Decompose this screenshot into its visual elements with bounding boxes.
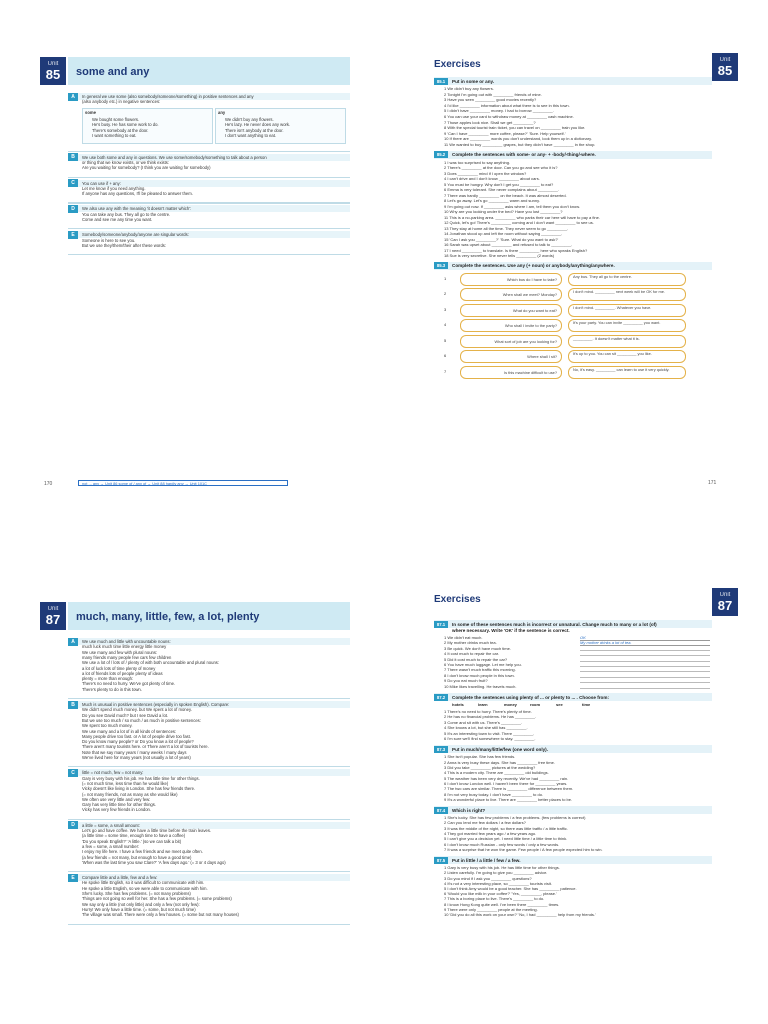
exercise-item: 14 Jonathan stood up and left the room without saying _________. xyxy=(444,231,563,237)
exercise-item: 10 If there are _________ words you don't understand, look them up in a dictionary. xyxy=(444,136,592,142)
exercise-instruction: Complete the sentences with some- or any- + -body/-thing/-where. xyxy=(452,152,596,158)
section-divider xyxy=(68,202,350,203)
exercise-item: 15 'Can I ask you _________?' 'Sure. What do you want to ask?' xyxy=(444,236,559,242)
exercise-item: 1 We didn't eat much. xyxy=(444,635,483,640)
section-text-line: But we use too much / so much / as much in positive sentences: xyxy=(82,717,201,723)
section-text-line: We spent too much money. xyxy=(82,723,133,729)
section-text-line: You can take any bus. They all go to the centre. xyxy=(82,211,171,217)
exercise-item: 1 There's no need to hurry. There's plenty of time. xyxy=(444,709,532,714)
exercise-item: 1 Gary is very busy with his job. He has little time for other things. xyxy=(444,865,560,871)
exercise-item: 1 She isn't popular. She has few friends. xyxy=(444,754,516,760)
example-line: I want something to eat. xyxy=(92,133,137,139)
exercise-item: 5 I can't give you a decision yet. I need little time / a little time to think. xyxy=(444,836,568,842)
section-divider xyxy=(68,871,350,872)
section-text-line: little = not much, few = not many: xyxy=(82,770,144,776)
unit85-grammar-unit-box xyxy=(40,57,66,85)
section-text-line: There's no need to hurry. We've got plenty of time. xyxy=(82,681,176,687)
section-text-line: a few = some, a small number: xyxy=(82,843,140,849)
example-line: We didn't buy any flowers. xyxy=(225,116,274,122)
item-number: 1 xyxy=(444,275,447,281)
section-text-line: Gary is very busy with his job. He has little time for other things. xyxy=(82,775,200,781)
exercise-instruction: Put in little / a little / few / a few. xyxy=(452,857,521,863)
page-number: 170 xyxy=(44,481,53,487)
unit-label: Unit xyxy=(719,592,731,598)
exercise-item: 4 I'd like _________ information about what there is to see in this town. xyxy=(444,102,570,108)
example-line: I don't want anything to eat. xyxy=(225,133,277,139)
section-text-line: In general we use some (also somebody/someone/something) in positive sentences and any xyxy=(82,94,254,99)
item-number: 7 xyxy=(444,368,447,374)
exercise-item: 1 We didn't buy any flowers. xyxy=(444,86,494,91)
exercise-item: 3 Does _________ mind if I open the window? xyxy=(444,170,527,176)
section-text-line: We also use any with the meaning 'it doesn't matter which': xyxy=(82,206,192,212)
section-tag-b: B xyxy=(68,701,78,709)
section-text-line: 'When was the last time you saw Clare?' 'A few days ago.' (= 3 or 4 days ago) xyxy=(82,859,226,865)
answer-bubble[interactable]: No, it's easy. _________ can learn to use it very quickly. xyxy=(568,366,686,379)
exercise-number: 87.2 xyxy=(434,694,448,701)
exercise-item: 4 She knows a lot, but she still has _________. xyxy=(444,725,528,731)
question-bubble: Which bus do I have to take? xyxy=(460,273,562,286)
section-text-line: (a few friends = not many, but enough to have a good time) xyxy=(82,854,192,860)
unit87-grammar-page xyxy=(40,602,352,1024)
section-text-line: There's plenty to do in this town. xyxy=(82,686,142,692)
exercise-item: 6 Emma is very tolerant. She never complains about _________. xyxy=(444,187,559,193)
answer-bubble[interactable]: _________. It doesn't matter what it is. xyxy=(568,335,686,348)
exercise-item: 7 Those apples look nice. Shall we get _________? xyxy=(444,119,536,125)
exercise-item: 11 We wanted to buy _________ grapes, but they didn't have _________ in the shop. xyxy=(444,142,596,147)
unit-number: 85 xyxy=(45,67,61,82)
section-text-line: The village was small. There were only a few houses. (= some but not many houses) xyxy=(82,912,239,918)
exercise-item: 6 You can use your card to withdraw money at _________ cash machine. xyxy=(444,114,574,119)
exercise-item: 7 There was hardly _________ on the beach. It was almost deserted. xyxy=(444,192,567,198)
exercise-item: 9 Do you eat much fruit? xyxy=(444,678,488,684)
section-text-line: She's lucky. She has few problems. (= not many problems) xyxy=(82,891,191,896)
example-line: There isn't anybody at the door. xyxy=(225,127,284,133)
section-text-line: (also anybody etc.) in negative sentences: xyxy=(82,99,161,105)
exercise-item: 18 Sue is very secretive. She never tells _________ (2 words) xyxy=(444,253,555,259)
exercise-instruction: Complete the sentences using plenty of ... or plenty to ... . Choose from: xyxy=(452,694,609,700)
section-divider xyxy=(68,228,350,229)
section-text-line: a lot of friends lots of people plenty of ideas xyxy=(82,670,163,676)
exercise-item: 11 This is a no-parking area. _________ who parks their car here will have to pay a fine. xyxy=(444,214,600,220)
example-line: We bought some flowers. xyxy=(92,116,140,122)
section-text-line: Do you see David much? but I see David a lot. xyxy=(82,712,169,718)
section-text-line: We didn't spend much money. but We spent a lot of money. xyxy=(82,707,192,713)
exercise-number: 87.5 xyxy=(434,857,448,864)
unit-label: Unit xyxy=(47,61,59,67)
choice-word: learn xyxy=(478,702,488,707)
exercise-item: 2 Anna is very busy these days. She has _________ free time. xyxy=(444,759,555,765)
choice-word: money xyxy=(504,702,517,707)
exercise-number: 85.3 xyxy=(434,262,448,269)
section-text-line: a lot of luck lots of time plenty of money xyxy=(82,665,156,671)
section-text-line: (a little time = some time, enough time to have a coffee) xyxy=(82,833,186,839)
exercise-item: 3 Have you seen _________ good movies recently? xyxy=(444,97,537,103)
exercise-item: 3 Be quick. We don't have much time. xyxy=(444,645,511,651)
exercise-item: 8 I know Hong Kong quite well. I've been there _________ times. xyxy=(444,901,560,907)
exercise-item: 2 Listen carefully. I'm going to give you _________ advice. xyxy=(444,870,548,876)
exercise-item: 2 Can you lend me few dollars / a few dollars? xyxy=(444,820,526,826)
cross-reference-link[interactable]: not ... any → Unit 86 some of / any of → Unit 88 hardly any → Unit 101C xyxy=(78,480,288,486)
exercise-item: 1 She's lucky. She has few problems / a few problems. (few problems is correct) xyxy=(444,815,586,821)
section-text-line: We use many and a lot of in all kinds of sentences: xyxy=(82,728,177,734)
question-bubble: What do you want to eat? xyxy=(460,304,562,317)
answer-field[interactable] xyxy=(580,684,710,689)
section-tag-d: D xyxy=(68,821,78,829)
unit87-exercises-unit-box xyxy=(712,588,738,616)
section-text-line: Gary has very little time for other things. xyxy=(82,802,157,808)
exercise-number: 87.1 xyxy=(434,621,448,628)
exercise-item: 6 I don't know London well. I haven't been there for _________ years. xyxy=(444,780,568,786)
exercise-item: 8 I'm not very busy today. I don't have _________ to do. xyxy=(444,791,544,797)
section-text-line: Compare little and a little, few and a few: xyxy=(82,875,158,881)
section-text-line: Let's go and have coffee. We have a little time before the train leaves. xyxy=(82,828,212,833)
section-divider xyxy=(68,151,350,152)
exercise-instruction-cont: where necessary. Write 'OK' if the sentence is correct. xyxy=(452,628,570,633)
exercises-heading: Exercises xyxy=(434,594,481,605)
exercise-item: 6 You have much luggage. Let me help you. xyxy=(444,662,522,667)
question-bubble: Is this machine difficult to use? xyxy=(460,366,562,379)
item-number: 6 xyxy=(444,353,447,359)
exercise-item: 6 'Would you like milk in your coffee?' 'Yes, _________, please.' xyxy=(444,891,557,897)
exercise-item: 10 Mike likes travelling. He travels much. xyxy=(444,683,517,689)
unit-number: 87 xyxy=(717,598,733,613)
answer-bubble[interactable]: Any bus. They all go to the centre. xyxy=(568,273,686,286)
exercise-item: 4 It cost much to repair the car. xyxy=(444,651,499,657)
question-bubble: Where shall I sit? xyxy=(460,350,562,363)
answer-bubble[interactable]: It's up to you. You can sit _________ you like. xyxy=(568,350,686,363)
section-text-line: We use both some and any in questions. We use some/somebody/something to talk about a person xyxy=(82,154,267,160)
section-text-line: He spoke a little English, so we were able to communicate with him. xyxy=(82,885,208,891)
exercise-item: 3 Do you mind if I ask you _________ questions? xyxy=(444,875,532,881)
answer-field[interactable] xyxy=(580,673,710,678)
section-text-line: But we use they/them/their after these words: xyxy=(82,242,167,248)
unit-number: 85 xyxy=(717,63,733,78)
section-text-line: Many people drive too fast. or A lot of people drive too fast. xyxy=(82,733,191,739)
unit-label: Unit xyxy=(719,57,731,63)
answer-bubble[interactable]: I don't mind. _________. Whatever you have. xyxy=(568,304,686,317)
section-tag-c: C xyxy=(68,179,78,187)
exercise-instruction: In some of these sentences much is incorrect or unnatural. Change much to many or a lot (of) xyxy=(452,621,657,627)
question-bubble: What sort of job are you looking for? xyxy=(460,335,562,348)
exercise-item: 7 It was a surprise that he won the game. Few people / A few people expected him to win. xyxy=(444,846,603,852)
unit87-exercises-page xyxy=(420,588,738,1024)
exercise-item: 5 The weather has been very dry recently. We've had _________ rain. xyxy=(444,775,569,781)
exercise-item: 9 There were only _________ people at the meeting. xyxy=(444,906,538,912)
section-text-line: Things are not going so well for her. She has a few problems. (= some problems) xyxy=(82,896,232,902)
exercise-item: 2 There's _________ at the door. Can you go and see who it is? xyxy=(444,165,558,171)
exercise-number: 87.3 xyxy=(434,746,448,753)
exercise-item: 5 I don't think Amy would be a good teacher. She has _________ patience. xyxy=(444,886,577,891)
question-bubble: Who shall I invite to the party? xyxy=(460,319,562,332)
item-number: 4 xyxy=(444,322,447,328)
page-title: much, many, little, few, a lot, plenty xyxy=(76,611,260,623)
exercise-item: 3 It was the middle of the night, so there was little traffic / a little traffic. xyxy=(444,825,568,831)
choice-word: room xyxy=(530,702,540,707)
section-text-line: I enjoy my life here. I have a few friends and we meet quite often. xyxy=(82,849,203,855)
exercise-number: 87.4 xyxy=(434,807,448,814)
section-tag-a: A xyxy=(68,93,78,101)
answer-field[interactable] xyxy=(580,657,710,662)
section-text-line: Let me know if you need anything. xyxy=(82,185,146,191)
unit87-grammar-unit-box xyxy=(40,602,66,630)
section-text-line: or thing that we know exists, or we think exists: xyxy=(82,159,170,165)
section-tag-e: E xyxy=(68,231,78,239)
choice-word: see xyxy=(556,702,563,707)
answer-bubble[interactable]: It's your party. You can invite _________ you want. xyxy=(568,319,686,332)
item-number: 3 xyxy=(444,306,447,312)
question-bubble: When shall we meet? Monday? xyxy=(460,288,562,301)
section-divider xyxy=(68,698,350,699)
exercise-item: 8 With the special tourist train ticket, you can travel on _________ train you like. xyxy=(444,125,586,131)
section-text-line: If anyone has any questions, I'll be pleased to answer them. xyxy=(82,191,193,197)
exercise-item: 2 He has no financial problems. He has _________. xyxy=(444,714,537,720)
answer-field[interactable] xyxy=(580,678,710,683)
section-tag-c: C xyxy=(68,769,78,777)
answer-field[interactable] xyxy=(580,646,710,651)
exercise-item: 9 'Can I have _________ more coffee, please?' 'Sure. Help yourself.' xyxy=(444,130,566,136)
exercise-item: 16 Sarah was upset about _________ and refused to talk to _________. xyxy=(444,242,573,248)
section-text-line: much luck much time little energy little money xyxy=(82,644,167,650)
page-title: some and any xyxy=(76,66,150,78)
section-text-line: plenty = more than enough: xyxy=(82,676,134,682)
section-divider xyxy=(68,177,350,178)
section-text-line: (= not many friends, not as many as she would like) xyxy=(82,791,178,797)
exercise-item: 7 There wasn't much traffic this morning. xyxy=(444,667,516,673)
exercise-item: 1 I was too surprised to say anything. xyxy=(444,159,511,165)
section-text-line: Are you waiting for somebody? (I think you are waiting for somebody) xyxy=(82,165,211,171)
exercise-item: 13 They stay at home all the time. They never seem to go _________. xyxy=(444,225,569,231)
exercise-item: 9 It's a wonderful place to live. There are _________ better places to be. xyxy=(444,796,573,802)
exercise-item: 2 Tonight I'm going out with _________ friends of mine. xyxy=(444,91,542,97)
section-text-line: Much is unusual in positive sentences (especially in spoken English). Compare: xyxy=(82,702,230,707)
section-text-line: Somebody/someone/anybody/anyone are singular words: xyxy=(82,232,189,238)
exercise-item: 10 'Did you do all this work on your own?' 'No, I had _________ help from my friends.' xyxy=(444,912,596,917)
section-tag-a: A xyxy=(68,638,78,646)
exercise-item: 5 It's an interesting town to visit. There _________. xyxy=(444,730,535,736)
exercise-instruction: Put in much/many/little/few (one word only). xyxy=(452,746,548,752)
section-text-line: a little = some, a small amount: xyxy=(82,822,140,828)
exercise-item: 2 My mother drinks much tea. xyxy=(444,640,497,646)
unit85-exercises-page xyxy=(420,53,738,493)
exercise-item: 12 Quick, let's go! There's _________ coming and I don't want _________ to see us. xyxy=(444,220,594,226)
exercise-item: 7 This is a boring place to live. There's _________ to do. xyxy=(444,896,545,902)
section-text-line: There aren't many tourists here. or There aren't a lot of tourists here. xyxy=(82,744,209,750)
section-text-line: Vicky doesn't like living in London. She has few friends there. xyxy=(82,786,196,792)
choice-word: time xyxy=(582,702,591,707)
example-line: There's somebody at the door. xyxy=(92,127,149,133)
answer-field[interactable] xyxy=(580,662,710,667)
section-text-line: 'Do you speak English?' 'A little.' (so we can talk a bit) xyxy=(82,838,182,844)
exercise-item: 3 Come and sit with us. There's _________. xyxy=(444,719,523,725)
example-line: He's busy. He has some work to do. xyxy=(92,122,159,128)
exercise-item: 5 I didn't have _________ money. I had to borrow _________. xyxy=(444,108,554,114)
section-text-line: We often use very little and very few: xyxy=(82,796,151,802)
section-text-line: We've lived here for many years (not usually a lot of years) xyxy=(82,755,191,760)
exercise-item: 10 Why are you looking under the bed? Have you lost _________? xyxy=(444,209,563,215)
exercise-item: 8 I don't know much people in this town. xyxy=(444,672,515,678)
section-tag-e: E xyxy=(68,874,78,882)
section-text-line: Hurry! We only have a little time. (= some, but not much time) xyxy=(82,906,196,912)
exercise-item: 6 I'm sure we'll find somewhere to stay. _________. xyxy=(444,736,536,741)
section-divider xyxy=(68,819,350,820)
section-text-line: We use a lot of / lots of / plenty of with both uncountable and plural nouns: xyxy=(82,660,220,666)
exercise-item: 3 Did you take _________ pictures at the wedding? xyxy=(444,765,536,770)
answer-field[interactable]: My mother drinks a lot of tea. xyxy=(580,640,710,646)
answer-field[interactable] xyxy=(580,667,710,672)
section-divider xyxy=(68,766,350,767)
exercise-item: 8 Let's go away. Let's go _________ warm and sunny. xyxy=(444,198,540,204)
exercise-item: 4 This is a modern city. There are _________ old buildings. xyxy=(444,770,549,776)
exercise-instruction: Put in some or any. xyxy=(452,78,495,84)
section-text-line: Come and see me any time you want. xyxy=(82,217,153,222)
section-text-line: He spoke little English, so it was difficult to communicate with him. xyxy=(82,880,205,886)
exercise-item: 4 It's not a very interesting place, so _________ tourists visit. xyxy=(444,880,552,886)
answer-field[interactable]: OK xyxy=(580,635,710,641)
some-column-head: some xyxy=(85,109,96,115)
unit85-exercises-unit-box xyxy=(712,53,738,81)
exercise-item: 4 I can't drive and I don't know _________ about cars. xyxy=(444,176,540,182)
section-text-line: Note that we say many years / many weeks / many days xyxy=(82,749,187,755)
choice-word: hotels xyxy=(452,702,464,707)
section-text-line: many friends many people few cars few children xyxy=(82,654,172,660)
section-text-line: Do you know many people? or Do you know a lot of people? xyxy=(82,739,194,745)
section-text-line: You can use if + any: xyxy=(82,180,121,186)
unit-number: 87 xyxy=(45,612,61,627)
exercises-heading: Exercises xyxy=(434,59,481,70)
section-divider xyxy=(68,924,350,925)
exercise-number: 85.2 xyxy=(434,151,448,158)
section-text-line: Vicky has very few friends in London. xyxy=(82,807,152,813)
exercise-instruction: Which is right? xyxy=(452,807,486,813)
section-divider xyxy=(68,254,350,255)
section-text-line: We use many and few with plural nouns: xyxy=(82,649,158,655)
any-column-head: any xyxy=(218,109,226,115)
exercise-item: 5 You must be hungry. Why don't I get you _________ to eat? xyxy=(444,181,554,187)
exercise-item: 7 The two cars are similar. There is _________ difference between them. xyxy=(444,786,574,792)
answer-field[interactable] xyxy=(580,651,710,656)
exercise-item: 6 I don't know much Russian - only few words / only a few words. xyxy=(444,841,560,847)
item-number: 5 xyxy=(444,337,447,343)
section-tag-d: D xyxy=(68,205,78,213)
page-number: 171 xyxy=(708,480,717,486)
item-number: 2 xyxy=(444,291,447,297)
exercise-item: 4 They got married few years ago / a few years ago. xyxy=(444,831,537,836)
section-text-line: We say only a little (not only little) and only a few (not only few): xyxy=(82,901,200,907)
unit-label: Unit xyxy=(47,606,59,612)
answer-bubble[interactable]: I don't mind. _________ next week will be OK for me. xyxy=(568,288,686,301)
exercise-instruction: Complete the sentences. Use any (+ noun) or anybody/anything/anywhere. xyxy=(452,263,615,269)
exercise-item: 9 I'm going out now. If _________ asks where I am, tell them you don't know. xyxy=(444,203,581,209)
exercise-number: 85.1 xyxy=(434,78,448,85)
unit85-grammar-page xyxy=(40,57,352,497)
section-text-line: We use much and little with uncountable nouns: xyxy=(82,639,171,644)
exercise-item: 17 I need _________ to translate. Is there _________ here who speaks English? xyxy=(444,247,588,253)
section-text-line: (= not much time, less time than he would like) xyxy=(82,780,169,786)
section-text-line: Someone is here to see you. xyxy=(82,237,136,243)
example-line: He's lazy. He never does any work. xyxy=(225,122,291,128)
section-tag-b: B xyxy=(68,153,78,161)
exercise-item: 5 Did it cost much to repair the car? xyxy=(444,656,508,662)
